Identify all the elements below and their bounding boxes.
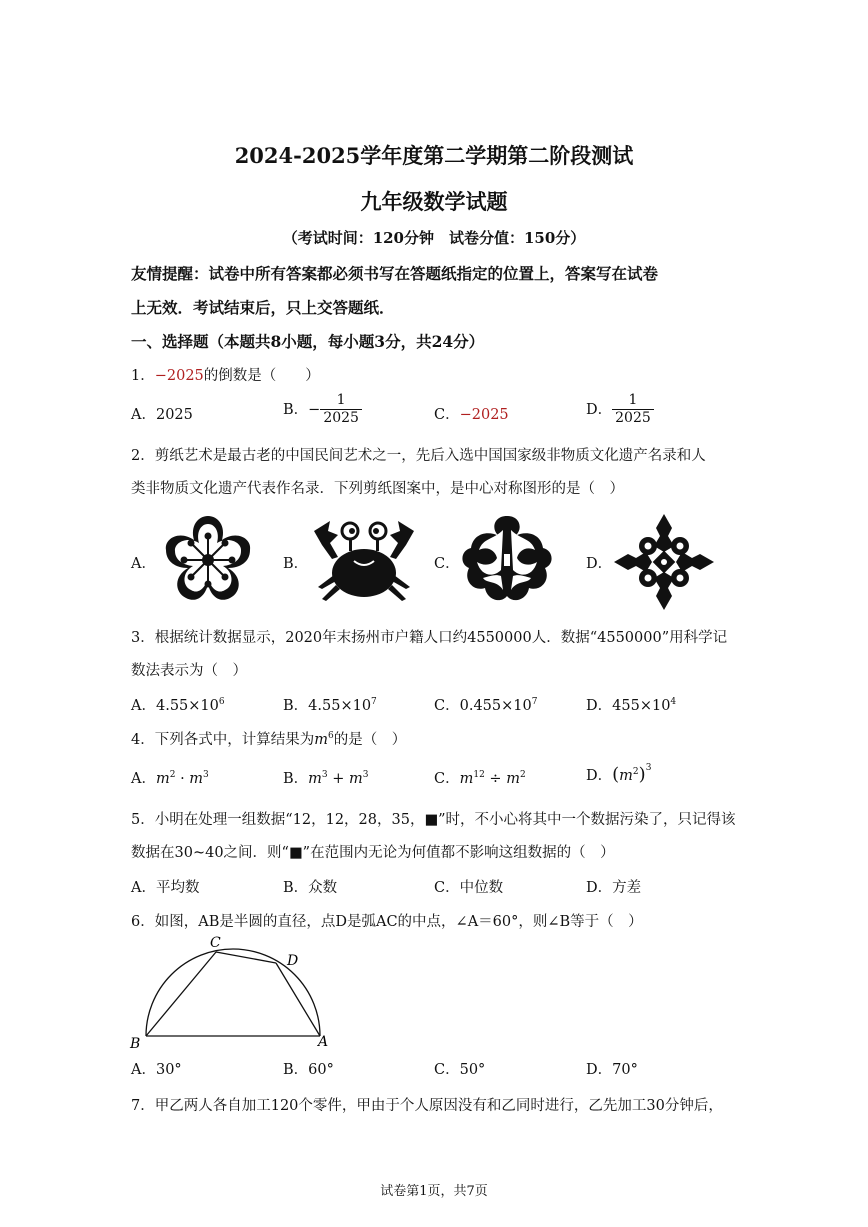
q1-number: 1．: [131, 368, 155, 384]
q1-expr: −2025: [154, 368, 204, 384]
exam-info: （考试时间：120分钟 试卷分值：150分）: [282, 229, 586, 247]
q2-stem-line-2: 类非物质文化遗产代表作名录．下列剪纸图案中，是中心对称图形的是（ ）: [131, 481, 624, 497]
point-a-label: A: [318, 1034, 329, 1050]
q3-option-a: A．$4.55\times 10^6$: [131, 697, 225, 714]
q2-option-a-label: A．: [131, 556, 156, 572]
q1-option-a: A．2025: [131, 407, 193, 423]
q5-option-c: C．中位数: [434, 880, 504, 896]
q6-option-d: D．70°: [586, 1062, 638, 1078]
q3-option-b: B．$4.55\times 10^7$: [283, 697, 377, 714]
q4-option-b: B．$m^3 + m^3$: [283, 770, 369, 787]
semicircle-diagram: [128, 932, 338, 1050]
q5-stem-line-1: 5．小明在处理一组数据“12，12，28，35，■”时，不小心将其中一个数据污染了，只记得该: [131, 812, 736, 828]
q5-option-a: A．平均数: [131, 880, 200, 896]
q1-option-c: C．−2025: [434, 407, 509, 423]
q5-option-b: B．众数: [283, 880, 338, 896]
q4-option-a: A．$m^2 \cdot m^3$: [131, 770, 209, 787]
point-c-label: C: [210, 935, 221, 951]
q1-d-fraction: $\frac{1}{2025}$: [612, 393, 654, 427]
ornament-papercut-image: [458, 513, 556, 607]
q2-option-c-label: C．: [434, 556, 460, 572]
exam-title: 2024-2025学年度第二学期第二阶段测试: [234, 143, 634, 168]
q4-option-d: D．$(m^2)^3$: [586, 763, 652, 785]
segment-da: [276, 963, 320, 1036]
q2-stem-line-1: 2．剪纸艺术是最古老的中国民间艺术之一，先后入选中国国家级非物质文化遗产名录和人: [131, 448, 706, 464]
section-heading: 一、选择题（本题共8小题，每小题3分，共24分）: [131, 332, 485, 351]
point-b-label: B: [130, 1036, 141, 1050]
q2-option-d-label: D．: [586, 556, 613, 572]
page-footer: 试卷第1页，共7页: [380, 1184, 488, 1199]
point-d-label: D: [287, 953, 299, 969]
exam-subtitle: 九年级数学试题: [360, 189, 508, 214]
q3-stem-line-1: 3．根据统计数据显示，2020年末扬州市户籍人口约4550000人．数据“4550000”用科学记: [131, 630, 728, 646]
flower-papercut-image: [158, 513, 258, 607]
q7-stem-line-1: 7．甲乙两人各自加工120个零件，甲由于个人原因没有和乙同时进行，乙先加工30分钟后，: [131, 1098, 723, 1114]
q3-option-c: C．$0.455\times 10^7$: [434, 697, 538, 714]
cross-papercut-image: [612, 513, 716, 611]
crab-papercut-image: [308, 517, 420, 605]
q4-stem: 4．下列各式中，计算结果为$m^6$的是（ ）: [131, 731, 407, 748]
q6-stem: 6．如图，AB是半圆的直径，点D是弧AC的中点，∠A＝60°，则∠B等于（ ）: [131, 914, 643, 930]
q6-option-b: B．60°: [283, 1062, 334, 1078]
q1-option-b: B．− $\frac{1}{2025}$: [283, 393, 362, 427]
q5-stem-line-2: 数据在30~40之间．则“■”在范围内无论为何值都不影响这组数据的（ ）: [131, 845, 615, 861]
q1-b-fraction: $\frac{1}{2025}$: [320, 393, 362, 427]
q1-option-d: D． $\frac{1}{2025}$: [586, 393, 654, 427]
q6-option-c: C．50°: [434, 1062, 486, 1078]
q1-text: 的倒数是（ ）: [203, 368, 320, 384]
notice-line-1: 友情提醒：试卷中所有答案都必须书写在答题纸指定的位置上，答案写在试卷: [131, 264, 659, 283]
q3-option-d: D．$455\times 10^4$: [586, 697, 677, 714]
q5-option-d: D．方差: [586, 880, 642, 896]
q1-stem: [131, 364, 320, 385]
segment-cd: [216, 952, 276, 963]
q2-option-b-label: B．: [283, 556, 309, 572]
q4-option-c: C．$m^{12} \div m^2$: [434, 770, 526, 787]
q3-stem-line-2: 数法表示为（ ）: [131, 663, 247, 679]
q6-option-a: A．30°: [131, 1062, 182, 1078]
notice-line-2: 上无效．考试结束后，只上交答题纸．: [131, 298, 395, 317]
